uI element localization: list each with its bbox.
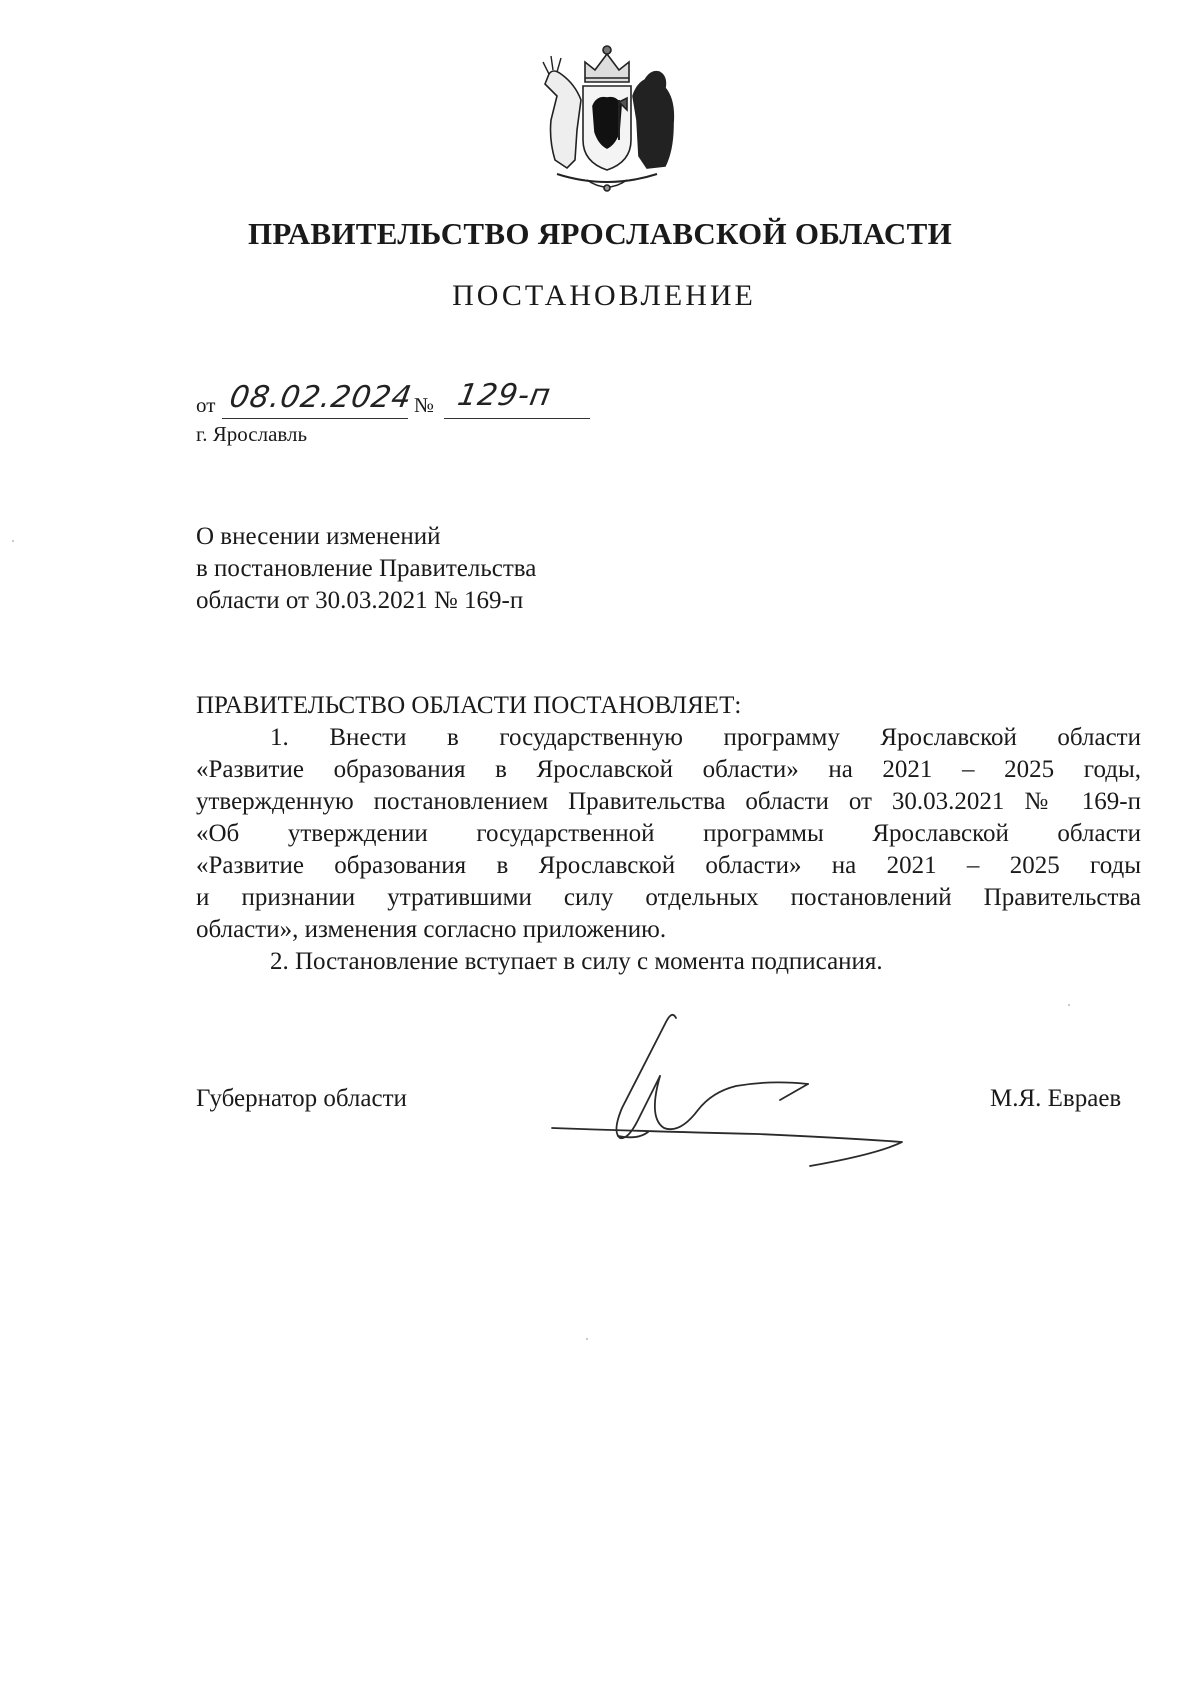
decree-item-line: 1. Внести в государственную программу Ярославской области — [270, 724, 1141, 751]
scan-speck — [586, 1338, 588, 1340]
registration-line — [196, 378, 616, 422]
decree-item-line: и признании утратившими силу отдельных постановлений Правительства — [196, 884, 1141, 911]
handwritten-date: 08.02.2024 — [226, 380, 415, 415]
decree-item-line: утвержденную постановлением Правительства области от 30.03.2021 № 169-п — [196, 788, 1141, 815]
document-type-heading: ПОСТАНОВЛЕНИЕ — [452, 279, 756, 312]
yaroslavl-coat-of-arms-icon — [527, 40, 687, 200]
number-underline — [444, 418, 590, 419]
decree-item-line: области», изменения согласно приложению. — [196, 916, 667, 943]
signatory-name: М.Я. Евраев — [990, 1085, 1122, 1112]
subject-line: в постановление Правительства — [196, 555, 537, 582]
subject-line: О внесении изменений — [196, 523, 441, 550]
city-label: г. Ярославль — [196, 422, 308, 446]
decree-item-line: «Развитие образования в Ярославской области» на 2021 – 2025 годы — [196, 852, 1141, 879]
decree-item-2: 2. Постановление вступает в силу с момента подписания. — [270, 948, 883, 975]
subject-line: области от 30.03.2021 № 169-п — [196, 587, 524, 614]
handwritten-number: 129-п — [454, 378, 554, 413]
decree-item-line: «Об утверждении государственной программы Ярославской области — [196, 820, 1141, 847]
signature-block — [0, 1000, 1200, 1200]
scan-speck — [1068, 1004, 1070, 1006]
number-label: № — [414, 393, 435, 417]
from-label: от — [196, 393, 216, 417]
scan-speck — [12, 540, 14, 542]
decree-lead: ПРАВИТЕЛЬСТВО ОБЛАСТИ ПОСТАНОВЛЯЕТ: — [196, 692, 742, 719]
signatory-position: Губернатор области — [196, 1085, 407, 1112]
decree-body — [196, 690, 1141, 978]
organization-title: ПРАВИТЕЛЬСТВО ЯРОСЛАВСКОЙ ОБЛАСТИ — [248, 216, 952, 251]
handwritten-signature-icon — [548, 1000, 918, 1185]
decree-item-line: «Развитие образования в Ярославской области» на 2021 – 2025 годы, — [196, 756, 1141, 783]
document-subject — [196, 521, 716, 617]
date-underline — [222, 418, 408, 419]
